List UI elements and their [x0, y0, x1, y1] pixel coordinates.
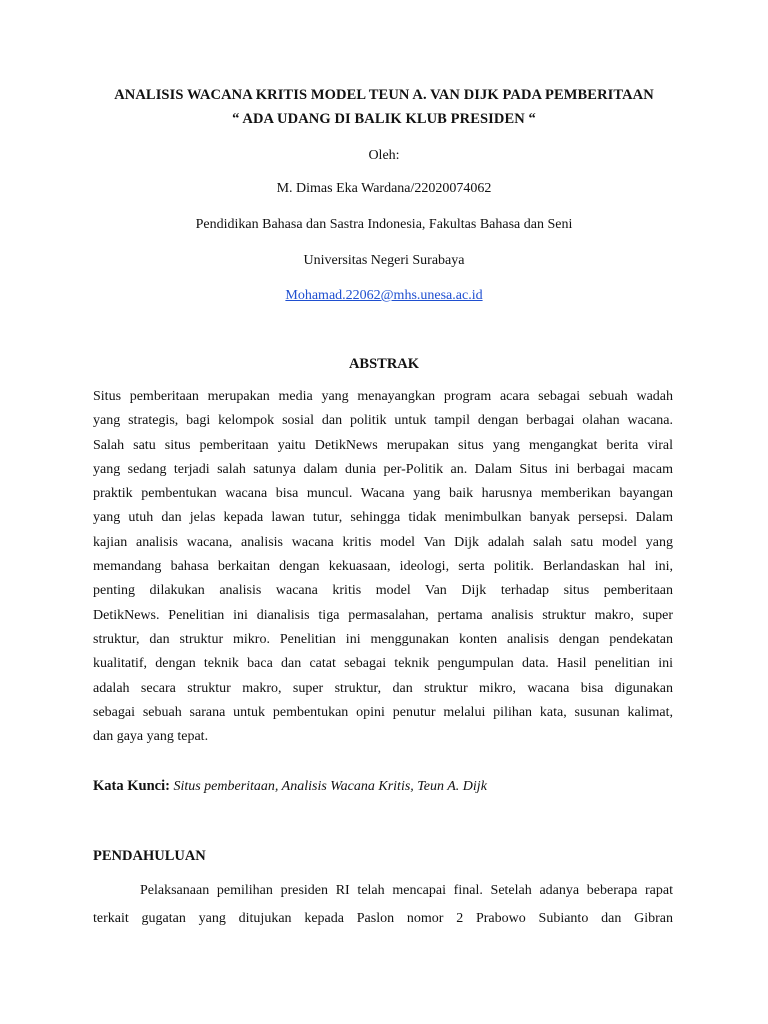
keywords-label: Kata Kunci:	[93, 778, 170, 794]
introduction-line: Pelaksanaan pemilihan presiden RI telah mencapai final. Setelah adanya beberapa rapat	[140, 883, 673, 898]
abstract-body	[93, 385, 673, 749]
abstract-line: yang strategis, bagi kelompok sosial dan politik untuk tampil dengan berbagai olahan wacana.	[93, 413, 673, 429]
abstract-line: praktik pembentukan wacana bisa muncul. Wacana yang baik harusnya memberikan bayangan	[93, 486, 673, 502]
abstract-line: Situs pemberitaan merupakan media yang menayangkan program acara sebagai sebuah wadah	[93, 389, 673, 404]
author-email-row	[0, 288, 768, 304]
abstract-line: kualitatif, dengan teknik baca dan catat sebagai teknik pengumpulan data. Hasil penelitian ini	[93, 656, 673, 672]
introduction-line: terkait gugatan yang ditujukan kepada Paslon nomor 2 Prabowo Subianto dan Gibran	[93, 911, 673, 926]
abstract-line: sebagai sebuah sarana untuk pembentukan opini penutur melalui pilihan kata, susunan kalimat,	[93, 704, 673, 720]
abstract-line: kajian analisis wacana, analisis wacana kritis model Van Dijk adalah salah satu model yang	[93, 534, 673, 550]
keywords-value: Situs pemberitaan, Analisis Wacana Kritis, Teun A. Dijk	[173, 779, 487, 794]
abstract-line: DetikNews. Penelitian ini dianalisis tiga permasalahan, pertama analisis struktur makro, super	[93, 607, 673, 623]
abstract-heading: ABSTRAK	[348, 356, 420, 372]
abstract-line: yang utuh dan jelas kepada lawan tutur, sehingga tidak menimbulkan banyak persepsi. Dalam	[93, 510, 673, 526]
abstract-line: penting dilakukan analisis wacana kritis model Van Dijk terhadap situs pemberitaan	[93, 583, 673, 599]
author-affiliation: Pendidikan Bahasa dan Sastra Indonesia, Fakultas Bahasa dan Seni	[195, 217, 573, 232]
abstract-line: struktur, dan struktur mikro. Penelitian ini menggunakan konten analisis dengan pendekatan	[93, 631, 673, 647]
abstract-line: dan gaya yang tepat.	[93, 729, 209, 745]
abstract-line: memandang bahasa berkaitan dengan kekuasaan, ideologi, serta politik. Berlandaskan hal ini,	[93, 559, 673, 575]
abstract-line: adalah secara struktur makro, super struktur, dan struktur mikro, wacana bisa digunakan	[93, 680, 673, 696]
author-email-link[interactable]: Mohamad.22062@mhs.unesa.ac.id	[285, 288, 483, 303]
abstract-line: Salah satu situs pemberitaan yaitu DetikNews merupakan situs yang mengangkat berita viral	[93, 437, 673, 453]
introduction-heading: PENDAHULUAN	[93, 848, 206, 864]
keywords-row	[93, 778, 487, 795]
paper-title-line-2: “ ADA UDANG DI BALIK KLUB PRESIDEN “	[232, 111, 536, 127]
abstract-line: yang sedang terjadi salah satunya dalam dunia per-Politik an. Dalam Situs ini berbagai macam	[93, 461, 673, 477]
introduction-body	[93, 877, 673, 933]
author-university: Universitas Negeri Surabaya	[303, 253, 465, 268]
by-label: Oleh:	[368, 148, 400, 163]
author-name: M. Dimas Eka Wardana/22020074062	[276, 181, 492, 196]
paper-title-line-1: ANALISIS WACANA KRITIS MODEL TEUN A. VAN DIJK PADA PEMBERITAAN	[114, 87, 654, 103]
